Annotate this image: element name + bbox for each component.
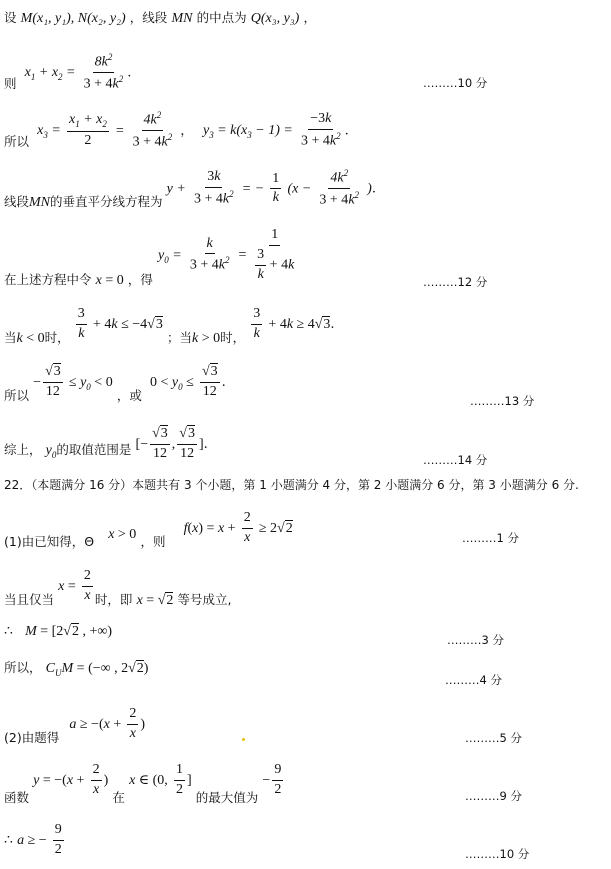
line-y0: $y_0$ = $\frac{k}{3 + 4k^2}$ = 1 $\frac{3}{k}$ + 4k (158, 227, 295, 282)
line-p6: 函数 y = −(x + $\frac{2}{x}$ ) 在 x ∈ (0, $\frac{1}{2}$ ] 的最大值为 − $\frac{9}{2}$ (4, 762, 282, 805)
line-p3: ∴ M = [2√2 , +∞) (4, 624, 113, 639)
line-p7: ∴ a ≥ − $\frac{9}{2}$ (4, 822, 62, 857)
score-10: ………10 分 (423, 76, 488, 90)
score-14: ………14 分 (423, 453, 488, 467)
line-summary: 综上， $y_0$的取值范围是 [− $\frac{√3}{12}$ , $\frac{√3}{12}$ ]. (4, 426, 208, 461)
score-3: ………3 分 (447, 633, 504, 647)
marker-dot (242, 738, 245, 741)
score-10b: ………10 分 (465, 847, 530, 861)
score-12: ………12 分 (423, 275, 488, 289)
score-13: ………13 分 (470, 394, 535, 408)
line-let-x0: 在上述方程中令 x = 0 ，得 (4, 272, 153, 288)
line-p5: (2)由题得 a ≥ −(x + $\frac{2}{x}$ ) (4, 706, 146, 745)
line-x3-y3: 所以 $x_3$ = $\frac{x_1 + x_2}{2}$ = $\frac{4k^2}{3 + 4k^2}$ ， $y_3 = k(x_3 - 1)$ = $\frac{-3k}{3 + 4k^2}$ . (4, 110, 349, 151)
score-5: ………5 分 (465, 731, 522, 745)
line-cases: 当k < 0时， $\frac{3}{k}$ + 4k ≤ −4√3 ；当k > 0时， $\frac{3}{k}$ + 4k ≥ 4√3. (4, 306, 335, 346)
score-1: ………1 分 (462, 531, 519, 545)
question-22-header: 22．（本题满分 16 分）本题共有 3 个小题，第 1 小题满分 4 分，第 2 小题满分 6 分，第 3 小题满分 6 分. (4, 478, 579, 492)
line-sum-x: 则 $x_1 + x_2$ = $\frac{8k^2}{3 + 4k^2}$ . (4, 52, 132, 93)
line-p1: (1)由已知得，Θ x > 0 ，则 f(x) = x + $\frac{2}{x}$ ≥ 2√2 (4, 510, 293, 549)
line-p4: 所以， $C_UM$ = (−∞ , 2√2) (4, 660, 149, 678)
score-9: ………9 分 (465, 789, 522, 803)
line-perp-bisector: 线段MN的垂直平分线方程为 y + $\frac{3k}{3 + 4k^2}$ = − $\frac{1}{k}$ (x − $\frac{4k^2}{3 + 4k^2}$ ). (4, 168, 376, 211)
score-4: ………4 分 (445, 673, 502, 687)
line-y0-range-split: 所以 − $\frac{√3}{12}$ ≤ $y_0 < 0$ ，或 $0 < y_0$ ≤ $\frac{√3}{12}$ . (4, 364, 226, 403)
line-midpoint: 设 M(x₁, y₁), N(x₂, y₂) ，线段 MN 的中点为 Q(x₃, y₃) ， (4, 10, 316, 26)
line-p2: 当且仅当 x = $\frac{2}{x}$ 时，即 x = √2 等号成立, (4, 568, 232, 608)
